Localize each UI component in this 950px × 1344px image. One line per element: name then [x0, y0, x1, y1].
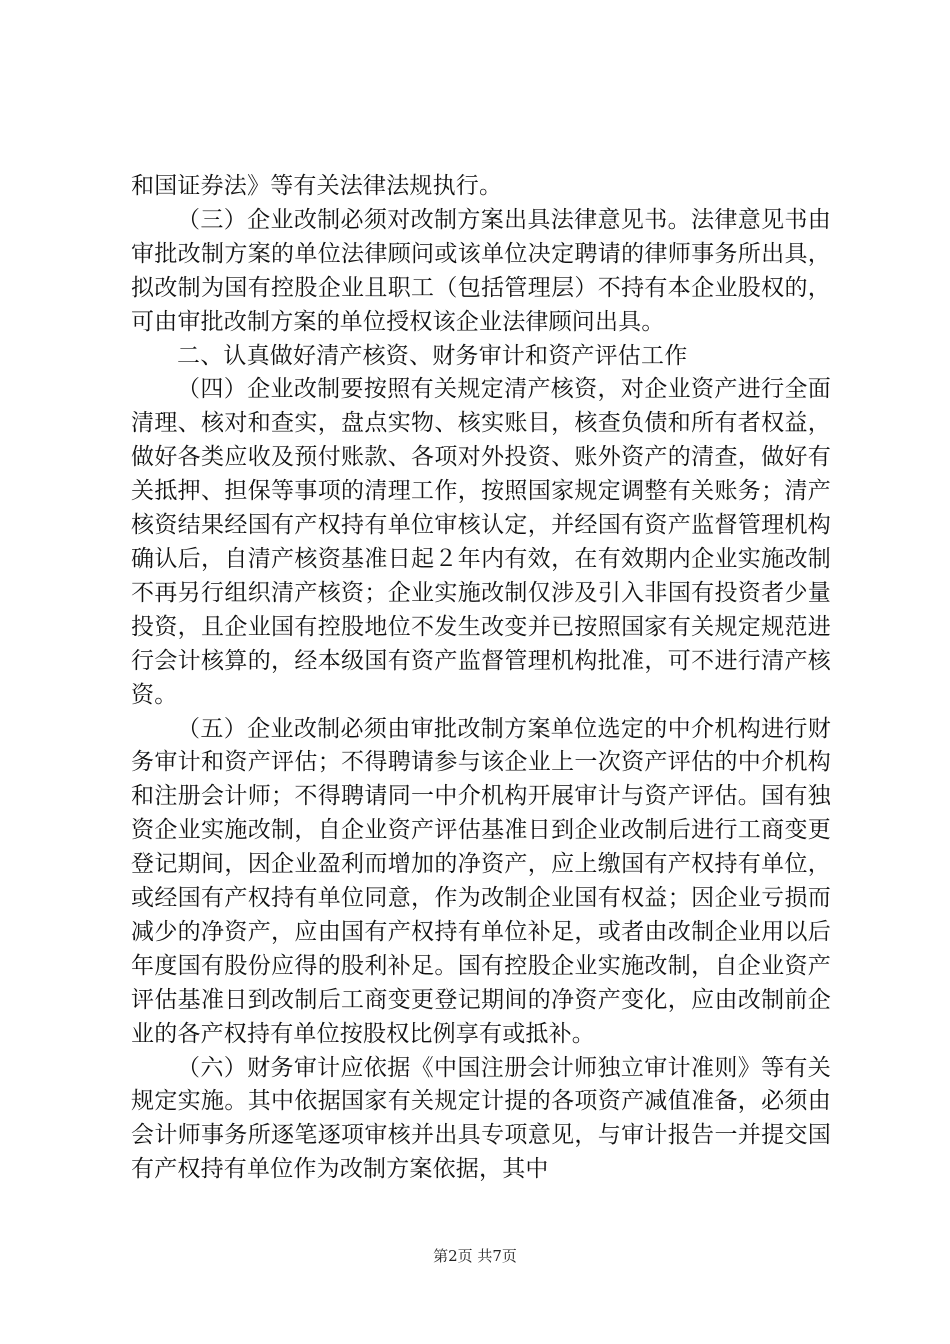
paragraph-3-legal-opinion: （三）企业改制必须对改制方案出具法律意见书。法律意见书由审批改制方案的单位法律顾问或该单位决定聘请的律师事务所出具，拟改制为国有控股企业且职工（包括管理层）不持有本企业股权的，可由审批改制方案的单位授权该企业法律顾问出具。 [131, 206, 831, 335]
section-heading-2: 二、认真做好清产核资、财务审计和资产评估工作 [177, 342, 688, 369]
paragraph-4-asset-verification: （四）企业改制要按照有关规定清产核资，对企业资产进行全面清理、核对和查实，盘点实物、核实账目，核查负债和所有者权益，做好各类应收及预付账款、各项对外投资、账外资产的清查，做好有关抵押、担保等事项的清理工作，按照国家规定调整有关账务；清产核资结果经国有产权持有单位审核认定，并经国有资产监督管理机构确认后，自清产核资基准日起２年内有效，在有效期内企业实施改制不再另行组织清产核资；企业实施改制仅涉及引入非国有投资者少量投资，且企业国有控股地位不发生改变并已按照国家有关规定规范进行会计核算的，经本级国有资产监督管理机构批准，可不进行清产核资。 [131, 376, 831, 708]
paragraph-continuation: 和国证券法》等有关法律法规执行。 [131, 173, 503, 199]
paragraph-5-audit-evaluation: （五）企业改制必须由审批改制方案单位选定的中介机构进行财务审计和资产评估；不得聘请参与该企业上一次资产评估的中介机构和注册会计师；不得聘请同一中介机构开展审计与资产评估。国有独资企业实施改制，自企业资产评估基准日到企业改制后进行工商变更登记期间，因企业盈利而增加的净资产，应上缴国有产权持有单位，或经国有产权持有单位同意，作为改制企业国有权益；因企业亏损而减少的净资产，应由国有产权持有单位补足，或者由改制企业用以后年度国有股份应得的股利补足。国有控股企业实施改制，自企业资产评估基准日到改制后工商变更登记期间的净资产变化，应由改制前企业的各产权持有单位按股权比例享有或抵补。 [131, 715, 831, 1047]
document-body [131, 170, 831, 1187]
page-footer: 第2页 共7页 [433, 1247, 517, 1265]
paragraph-6-audit-standards: （六）财务审计应依据《中国注册会计师独立审计准则》等有关规定实施。其中依据国家有关规定计提的各项资产减值准备，必须由会计师事务所逐笔逐项审核并出具专项意见，与审计报告一并提交国有产权持有单位作为改制方案依据，其中 [131, 1054, 831, 1183]
